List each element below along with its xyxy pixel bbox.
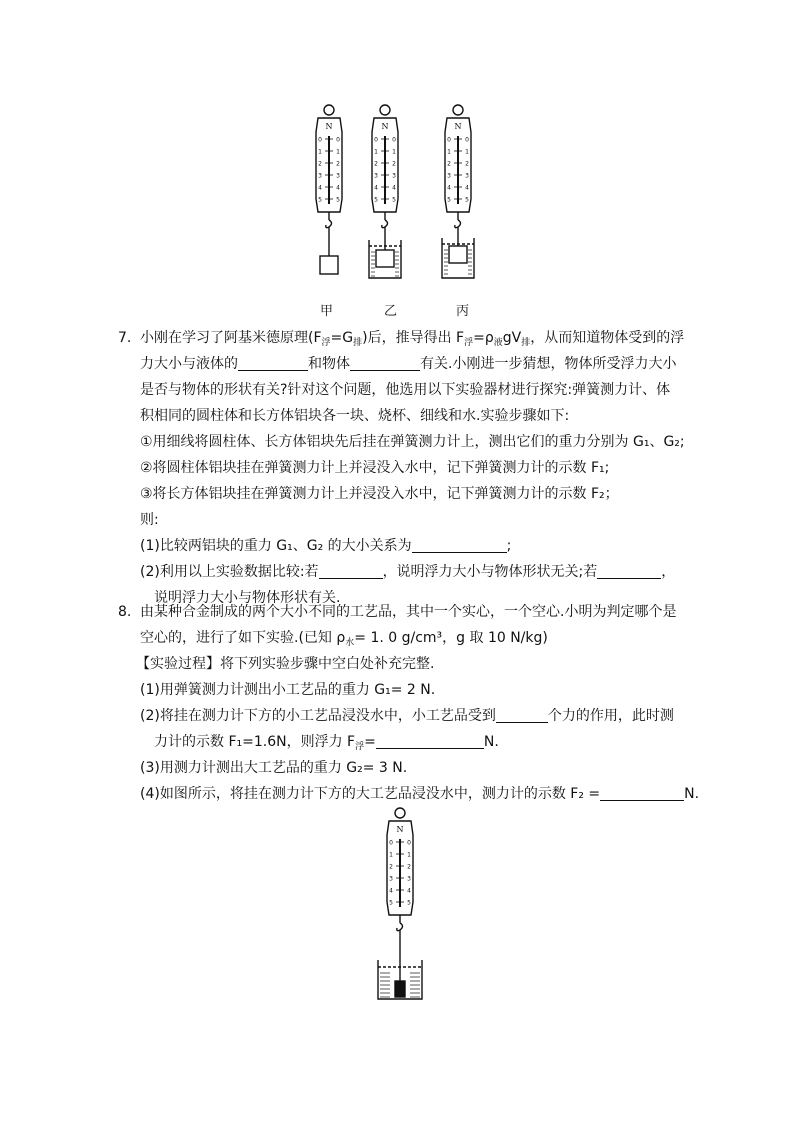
tick-label: 2: [465, 160, 469, 168]
tick-label: 0: [374, 136, 378, 144]
caption-yi: 乙: [384, 304, 398, 319]
answer-blank[interactable]: [597, 562, 661, 579]
caption-jia: 甲: [320, 304, 334, 319]
spring-scales-figure: [300, 100, 500, 300]
tick-label: 0: [407, 839, 411, 847]
tick-label: 2: [407, 863, 411, 871]
tick-label: 5: [447, 196, 451, 204]
q7-part-2-cont: 说明浮力大小与物体形状有关.: [154, 590, 341, 606]
q8-line-2: 空心的，进行了如下实验.(已知 $\rho_水= 1$. 0 g/cm³，g 取 10 N/kg): [140, 630, 548, 648]
scale-hook: [382, 220, 388, 228]
tick-label: 2: [336, 160, 340, 168]
q7-part-1: (1)比较两铝块的重力 G₁、G₂ 的大小关系为 ;: [140, 538, 512, 554]
answer-blank[interactable]: [238, 354, 308, 371]
scale-ring: [380, 105, 390, 115]
tick-label: 4: [465, 184, 469, 192]
scale-ring: [395, 808, 405, 818]
tick-label: 0: [392, 136, 396, 144]
tick-label: 4: [389, 887, 393, 895]
tick-label: 1: [465, 148, 469, 156]
tick-label: 3: [336, 172, 340, 180]
q7-line-4: 积相同的圆柱体和长方体铝块各一块、烧杯、细线和水.实验步骤如下:: [140, 408, 570, 424]
answer-blank[interactable]: [496, 706, 548, 723]
tick-label: 4: [407, 887, 411, 895]
q8-step-4: (4)如图所示，将挂在测力计下方的大工艺品浸没水中，测力计的示数 F₂ = N.: [140, 786, 700, 802]
tick-label: 3: [407, 875, 411, 883]
block: [449, 246, 467, 263]
block: [320, 256, 338, 274]
craft-piece: [395, 981, 405, 997]
q8-step-3: (3)用测力计测出大工艺品的重力 G₂= 3 N.: [140, 760, 408, 776]
scale-unit-label: N: [396, 825, 404, 834]
tick-label: 1: [389, 851, 393, 859]
tick-label: 3: [374, 172, 378, 180]
answer-blank[interactable]: [412, 536, 507, 553]
answer-blank[interactable]: [350, 354, 420, 371]
tick-label: 1: [407, 851, 411, 859]
scale-hook: [397, 923, 403, 931]
tick-label: 3: [389, 875, 393, 883]
caption-bing: 丙: [456, 304, 470, 319]
tick-label: 5: [318, 196, 322, 204]
tick-label: 2: [392, 160, 396, 168]
q8-line-1: 由某种合金制成的两个大小不同的工艺品，其中一个实心，一个空心.小明为判定哪个是: [140, 604, 677, 620]
tick-label: 4: [336, 184, 340, 192]
tick-label: 4: [374, 184, 378, 192]
q7-then: 则:: [140, 512, 159, 528]
q7-step-3: ③将长方体铝块挂在弹簧测力计上并浸没入水中，记下弹簧测力计的示数 F₂；: [140, 486, 619, 502]
tick-label: 0: [318, 136, 322, 144]
tick-label: 3: [465, 172, 469, 180]
tick-label: 1: [374, 148, 378, 156]
tick-label: 5: [465, 196, 469, 204]
tick-label: 2: [374, 160, 378, 168]
block: [376, 250, 394, 267]
scale-unit-label: N: [381, 122, 389, 131]
q7-line-2: 力大小与液体的 和物体 有关.小刚进一步猜想，物体所受浮力大小: [140, 356, 677, 372]
tick-label: 2: [447, 160, 451, 168]
tick-label: 3: [447, 172, 451, 180]
tick-label: 1: [392, 148, 396, 156]
answer-blank[interactable]: [600, 784, 684, 801]
tick-label: 5: [374, 196, 378, 204]
scale-hook: [326, 220, 332, 228]
answer-blank[interactable]: [376, 732, 484, 749]
spring-scale-beaker-figure: [360, 805, 440, 1005]
tick-label: 0: [336, 136, 340, 144]
q7-step-2: ②将圆柱体铝块挂在弹簧测力计上并浸没入水中，记下弹簧测力计的示数 F₁;: [140, 460, 610, 476]
tick-label: 5: [336, 196, 340, 204]
tick-label: 2: [389, 863, 393, 871]
tick-label: 3: [318, 172, 322, 180]
scale-ring: [453, 105, 463, 115]
q7-part-2: (2)利用以上实验数据比较:若 ，说明浮力大小与物体形状无关;若 ，: [140, 564, 676, 580]
tick-label: 4: [447, 184, 451, 192]
q7-line-1: 小刚在学习了阿基米德原理$(F_浮=G_排)$后，推导得出 $F_浮=\rho_液gV_排$，从而知道物体受到的浮: [140, 330, 685, 348]
scale-unit-label: N: [454, 122, 462, 131]
tick-label: 0: [465, 136, 469, 144]
tick-label: 5: [407, 899, 411, 907]
tick-label: 5: [389, 899, 393, 907]
tick-label: 1: [318, 148, 322, 156]
tick-label: 4: [392, 184, 396, 192]
question-number: 7.: [118, 330, 132, 346]
scale-ring: [324, 105, 334, 115]
q8-process: 【实验过程】将下列实验步骤中空白处补充完整.: [136, 656, 435, 672]
tick-label: 1: [447, 148, 451, 156]
q8-step-2: (2)将挂在测力计下方的小工艺品浸没水中，小工艺品受到 个力的作用，此时测: [140, 708, 674, 724]
q8-step-1: (1)用弹簧测力计测出小工艺品的重力 G₁= 2 N.: [140, 682, 436, 698]
scale-hook: [455, 220, 461, 228]
q7-line-3: 是否与物体的形状有关?针对这个问题，他选用以下实验器材进行探究:弹簧测力计、体: [140, 382, 671, 398]
q7-step-1: ①用细线将圆柱体、长方体铝块先后挂在弹簧测力计上，测出它们的重力分别为 G₁、G₂;: [140, 434, 685, 450]
tick-label: 0: [389, 839, 393, 847]
tick-label: 4: [318, 184, 322, 192]
question-number: 8.: [118, 604, 132, 620]
tick-label: 0: [447, 136, 451, 144]
scale-unit-label: N: [325, 122, 333, 131]
tick-label: 5: [392, 196, 396, 204]
tick-label: 1: [336, 148, 340, 156]
tick-label: 3: [392, 172, 396, 180]
answer-blank[interactable]: [319, 562, 383, 579]
q8-step-2-cont: 力计的示数 F₁=1.6N，则浮力 $F_浮= N$.: [154, 734, 499, 752]
tick-label: 2: [318, 160, 322, 168]
